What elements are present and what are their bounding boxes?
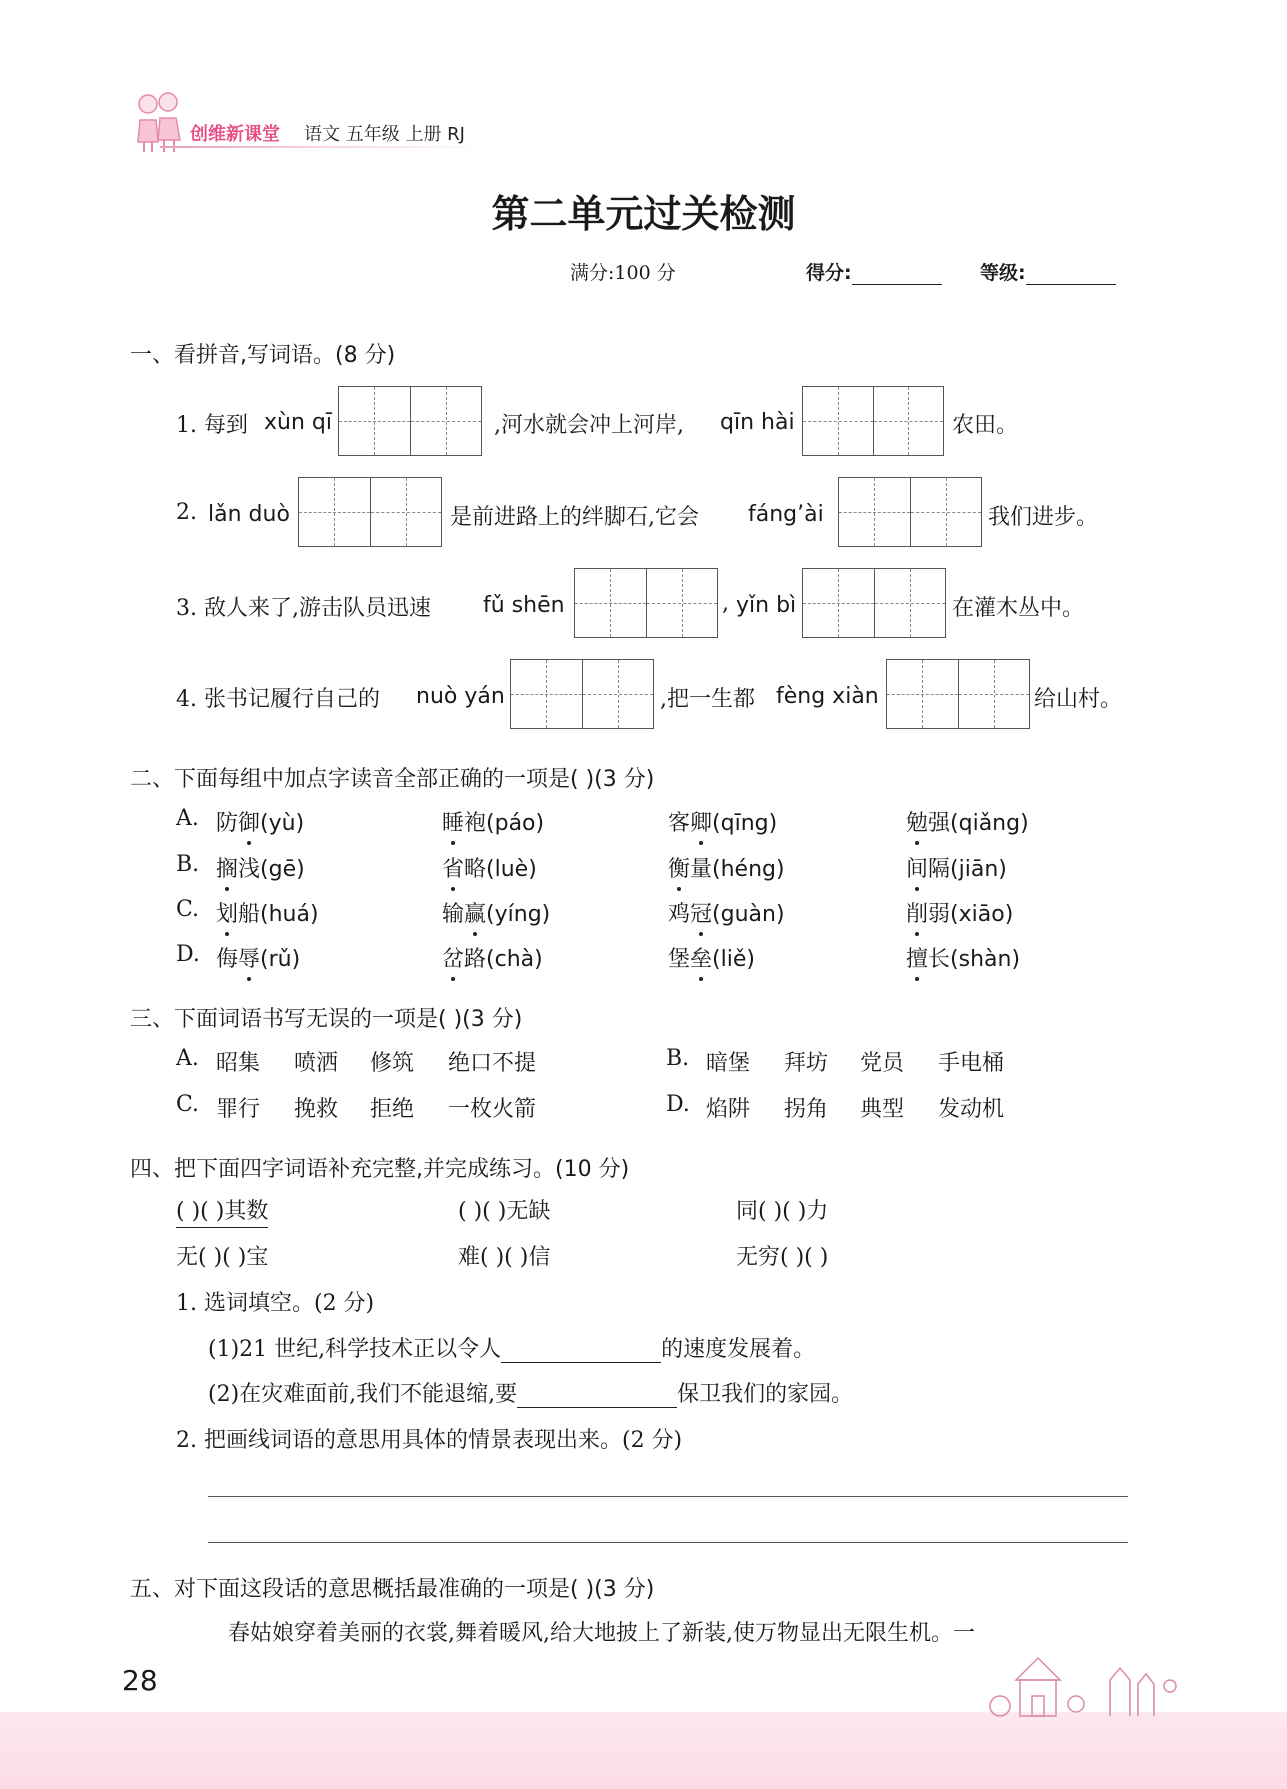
dotted-char: 睡 — [442, 806, 464, 837]
word-pinyin: (liě) — [712, 947, 755, 972]
full-marks: 满分:100 分 — [570, 262, 676, 284]
s1-q1-box2[interactable] — [802, 386, 944, 456]
word-pinyin: (huá) — [260, 902, 319, 927]
s2-word — [906, 897, 1013, 928]
s2-option-label: B. — [176, 852, 200, 877]
s1-q1-pinyin1: xùn qī — [264, 410, 332, 435]
s3-word: 拐角 — [784, 1097, 829, 1122]
s3-word: 焰阱 — [706, 1097, 751, 1122]
s3-option-label: B. — [666, 1046, 690, 1071]
s1-q3-pinyin1: fǔ shēn — [483, 593, 565, 618]
s2-word — [216, 942, 300, 973]
s1-q1-pinyin2: qīn hài — [720, 410, 795, 435]
word-char: 船 — [238, 902, 261, 927]
dotted-char: 划 — [216, 897, 238, 928]
word-pinyin: (chà) — [486, 947, 543, 972]
dotted-char: 削 — [906, 897, 928, 928]
s3-option-label: D. — [666, 1092, 690, 1117]
section4-heading: 四、把下面四字词语补充完整,并完成练习。(10 分) — [130, 1157, 630, 1182]
s1-q1-box1[interactable] — [338, 386, 482, 456]
s4-q1-s2 — [208, 1377, 853, 1408]
s2-word — [906, 942, 1020, 973]
brand-title: 创维新课堂 — [190, 124, 280, 145]
dotted-char: 垒 — [690, 942, 712, 973]
dotted-char: 冠 — [690, 897, 712, 928]
s1-q2-box2[interactable] — [838, 477, 982, 547]
s3-word: 发动机 — [938, 1097, 1005, 1122]
s4-q1-s1-blank[interactable] — [501, 1342, 661, 1363]
dotted-char: 御 — [238, 806, 260, 837]
word-pinyin: (páo) — [486, 811, 545, 836]
page-title: 第二单元过关检测 — [491, 192, 796, 236]
word-pinyin: (héng) — [712, 857, 785, 882]
s2-word — [442, 852, 537, 883]
footer-band — [0, 1712, 1287, 1789]
word-char: 隔 — [928, 857, 951, 882]
dotted-char: 卿 — [690, 806, 712, 837]
word-char: 鸡 — [668, 902, 691, 927]
word-char: 弱 — [928, 902, 951, 927]
s1-q2-b: 是前进路上的绊脚石,它会 — [450, 505, 699, 530]
subject-info: 语文 五年级 上册 RJ — [304, 124, 465, 145]
s3-word: 典型 — [860, 1097, 905, 1122]
section5-heading: 五、对下面这段话的意思概括最准确的一项是( )(3 分) — [130, 1577, 655, 1602]
word-pinyin: (qiǎng) — [950, 811, 1029, 836]
s1-q4-pinyin2: fèng xiàn — [776, 684, 879, 709]
s4-q2-heading: 2. 把画线词语的意思用具体的情景表现出来。(2 分) — [176, 1428, 683, 1453]
s2-word — [442, 806, 544, 837]
s3-word: 绝口不提 — [448, 1051, 537, 1076]
s3-option-label: A. — [176, 1046, 199, 1071]
s2-word — [668, 897, 785, 928]
s1-q3-a: 3. 敌人来了,游击队员迅速 — [176, 596, 431, 621]
s1-q3-b: , — [722, 591, 729, 616]
s4-q1-s2-blank[interactable] — [517, 1387, 677, 1408]
s1-q4-c: 给山村。 — [1034, 687, 1123, 712]
s1-q4-box2[interactable] — [886, 659, 1030, 729]
word-pinyin: (gē) — [260, 857, 305, 882]
s1-q4-pinyin1: nuò yán — [416, 684, 505, 709]
s2-word — [442, 897, 550, 928]
idiom-4: 无( )( )宝 — [176, 1245, 269, 1270]
s1-q1-b: ,河水就会冲上河岸, — [494, 413, 684, 438]
word-char: 输 — [442, 902, 465, 927]
grade-blank — [1026, 266, 1116, 285]
dotted-char: 擅 — [906, 942, 928, 973]
word-pinyin: (rǔ) — [260, 947, 301, 972]
word-pinyin: (qīng) — [712, 811, 778, 836]
dotted-char: 赢 — [464, 897, 486, 928]
s3-word: 喷洒 — [294, 1051, 339, 1076]
dotted-char: 衡 — [668, 852, 690, 883]
section2-heading: 二、下面每组中加点字读音全部正确的一项是( )(3 分) — [130, 767, 655, 792]
word-char: 客 — [668, 811, 691, 836]
s1-q4-box1[interactable] — [510, 659, 654, 729]
s2-word — [216, 852, 305, 883]
dotted-char: 间 — [906, 852, 928, 883]
s1-q3-box1[interactable] — [574, 568, 718, 638]
s2-word — [216, 806, 304, 837]
word-pinyin: (xiāo) — [950, 902, 1014, 927]
word-char: 略 — [464, 857, 487, 882]
s1-q1-c: 农田。 — [952, 413, 1019, 438]
s3-word: 党员 — [860, 1051, 905, 1076]
s3-word: 修筑 — [370, 1051, 415, 1076]
word-pinyin: (luè) — [486, 857, 537, 882]
s3-option-label: C. — [176, 1092, 200, 1117]
word-char: 防 — [216, 811, 239, 836]
section5-passage: 春姑娘穿着美丽的衣裳,舞着暖风,给大地披上了新装,使万物显出无限生机。一 — [228, 1621, 975, 1646]
s2-word — [668, 942, 755, 973]
dotted-char: 省 — [442, 852, 464, 883]
idiom-1: ( )( )其数 — [176, 1194, 268, 1228]
s1-q2-a: 2. — [176, 500, 197, 525]
s1-q1-a: 1. 每到 — [176, 413, 248, 438]
answer-line-1[interactable] — [208, 1496, 1128, 1497]
s2-word — [668, 852, 785, 883]
s1-q3-pinyin2: yǐn bì — [736, 593, 797, 618]
s1-q3-box2[interactable] — [802, 568, 946, 638]
s3-word: 拒绝 — [370, 1097, 415, 1122]
idiom-5: 难( )( )信 — [458, 1245, 551, 1270]
section1-heading: 一、看拼音,写词语。(8 分) — [130, 343, 396, 368]
word-pinyin: (guàn) — [712, 902, 785, 927]
word-char: 量 — [690, 857, 713, 882]
s3-word: 一枚火箭 — [448, 1097, 537, 1122]
grade-field — [980, 258, 1116, 285]
s1-q2-pinyin1: lǎn duò — [208, 502, 290, 527]
s4-q1-s2-a: (2)在灾难面前,我们不能退缩,要 — [208, 1382, 518, 1407]
grade-label: 等级: — [980, 262, 1026, 284]
score-label: 得分: — [806, 262, 852, 284]
word-char: 强 — [928, 811, 951, 836]
word-char: 路 — [464, 947, 487, 972]
s3-word: 挽救 — [294, 1097, 339, 1122]
dotted-char: 搁 — [216, 852, 238, 883]
s3-word: 罪行 — [216, 1097, 261, 1122]
section3-heading: 三、下面词语书写无误的一项是( )(3 分) — [130, 1007, 523, 1032]
header-underline — [160, 146, 490, 148]
s3-word: 手电桶 — [938, 1051, 1005, 1076]
s2-option-label: A. — [176, 806, 199, 831]
s1-q3-c: 在灌木丛中。 — [952, 596, 1085, 621]
s4-q1-s1-a: (1)21 世纪,科学技术正以令人 — [208, 1337, 502, 1362]
word-char: 侮 — [216, 947, 239, 972]
s4-q1-heading: 1. 选词填空。(2 分) — [176, 1291, 375, 1316]
s1-q2-c: 我们进步。 — [988, 505, 1099, 530]
word-char: 堡 — [668, 947, 691, 972]
s2-word — [906, 852, 1007, 883]
word-pinyin: (shàn) — [950, 947, 1021, 972]
s3-word: 暗堡 — [706, 1051, 751, 1076]
answer-line-2[interactable] — [208, 1542, 1128, 1543]
word-pinyin: (jiān) — [950, 857, 1007, 882]
s1-q4-a: 4. 张书记履行自己的 — [176, 687, 380, 712]
dotted-char: 勉 — [906, 806, 928, 837]
word-pinyin: (yù) — [260, 811, 305, 836]
idiom-3: 同( )( )力 — [736, 1199, 829, 1224]
s4-q1-s1 — [208, 1332, 815, 1363]
word-char: 长 — [928, 947, 951, 972]
word-char: 浅 — [238, 857, 261, 882]
dotted-char: 辱 — [238, 942, 260, 973]
s2-word — [216, 897, 319, 928]
s4-q1-s2-b: 保卫我们的家园。 — [677, 1382, 854, 1407]
score-blank — [852, 266, 942, 285]
page-number: 28 — [122, 1664, 158, 1697]
s2-word — [442, 942, 543, 973]
s4-q1-s1-b: 的速度发展着。 — [661, 1337, 816, 1362]
idiom-6: 无穷( )( ) — [736, 1245, 829, 1270]
dotted-char: 岔 — [442, 942, 464, 973]
s1-q2-box1[interactable] — [298, 477, 442, 547]
s3-word: 拜坊 — [784, 1051, 829, 1076]
word-pinyin: (yíng) — [486, 902, 551, 927]
s2-word — [668, 806, 777, 837]
idiom-2: ( )( )无缺 — [458, 1199, 551, 1224]
castle-illustration — [980, 1640, 1180, 1720]
s2-word — [906, 806, 1029, 837]
s1-q2-pinyin2: fáng’ài — [748, 502, 824, 527]
s1-q4-b: ,把一生都 — [660, 687, 755, 712]
s3-word: 昭集 — [216, 1051, 261, 1076]
s2-option-label: D. — [176, 942, 200, 967]
word-char: 袍 — [464, 811, 487, 836]
s2-option-label: C. — [176, 897, 200, 922]
score-field — [806, 258, 942, 285]
